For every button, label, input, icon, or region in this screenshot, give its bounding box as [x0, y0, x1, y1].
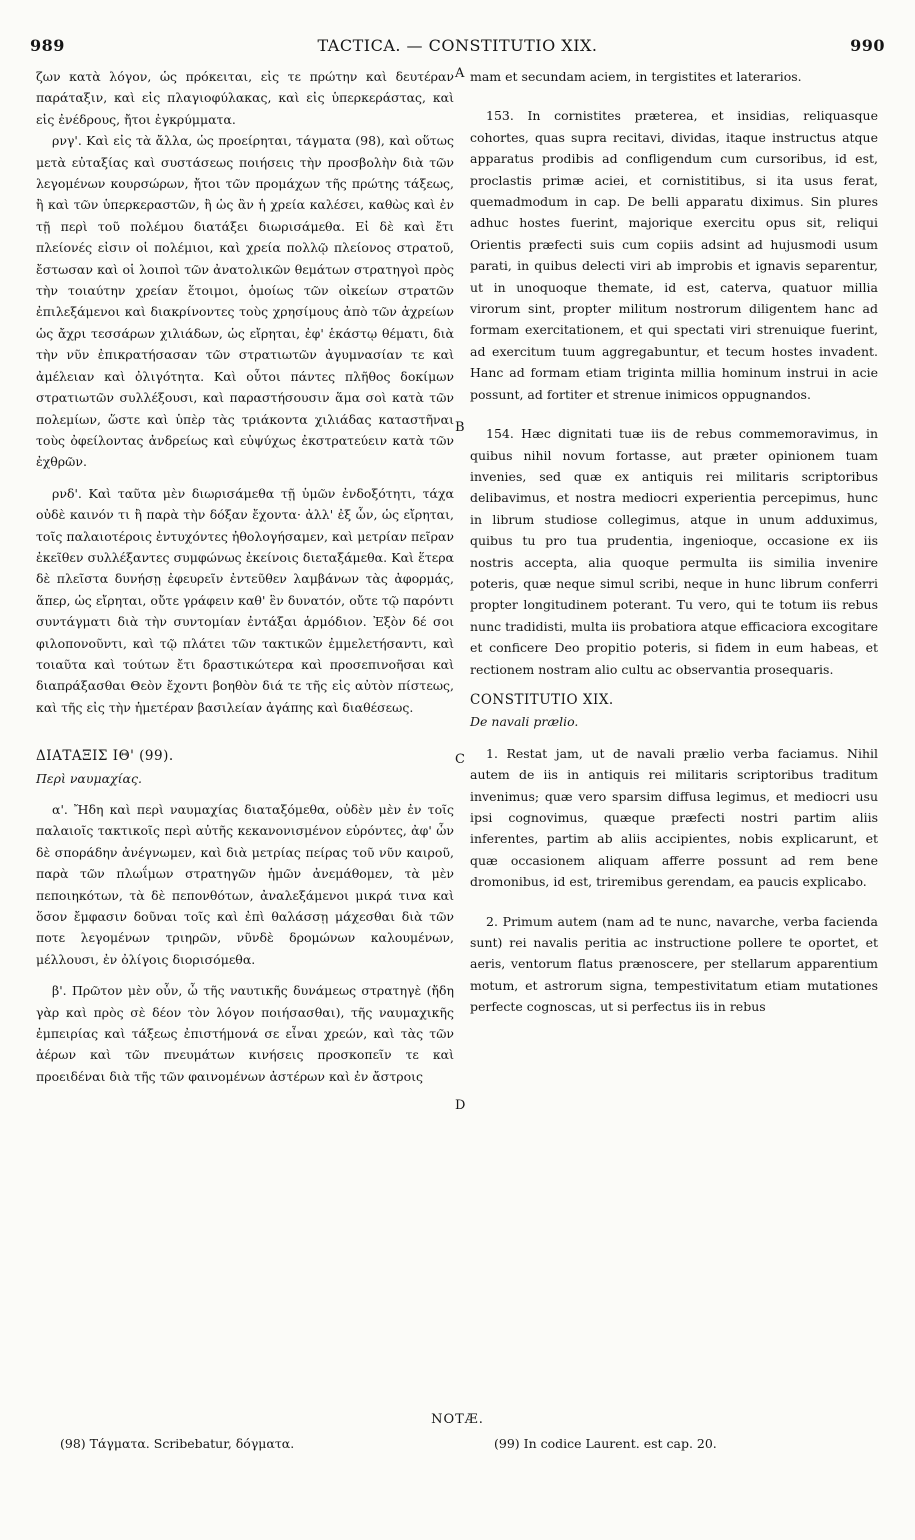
margin-letter-a: A — [455, 66, 465, 81]
margin-letter-d: D — [455, 1098, 466, 1113]
greek-section-subheading: Περὶ ναυμαχίας. — [36, 770, 142, 786]
footnote-98: (98) Τάγματα. Scribebatur, δόγματα. — [60, 1436, 295, 1451]
margin-letter-c: C — [455, 752, 465, 767]
margin-letter-b: B — [455, 420, 465, 435]
running-header — [30, 36, 885, 62]
greek-column — [36, 66, 454, 1087]
latin-section-heading: CONSTITUTIO XIX. — [470, 691, 614, 708]
greek-section-heading: ΔΙΑΤΑΞΙΣ ΙΘ' (99). — [36, 748, 174, 765]
greek-paragraph-153: ρνγ'. Καὶ εἰς τὰ ἄλλα, ὡς προείρηται, τάγματα (98), καὶ οὕτως μετὰ εὐταξίας καὶ συστάσεως ποιήσεις τὴν προσβολὴν διὰ τῶν λεγομένων κουρσώρων, ἤτοι τῶν προμάχων τῆς πρώτης τάξεως, ἢ καὶ τῶν ὑπερκεραστῶν, ἢ ὡς ἂν ἡ χρεία καλέσει, καθὼς καὶ ἐν τῇ περὶ τοῦ πολέμου διατάξει διωρισάμεθα. Εἰ δὲ καὶ ἔτι πλείονές εἰσιν οἱ πολέμιοι, καὶ χρεία πολλῷ πλείονος στρατοῦ, ἔστωσαν καὶ οἱ λοιποὶ τῶν ἀνατολικῶν θεμάτων στρατηγοὶ πρὸς τὴν τοιαύτην χρείαν ἕτοιμοι, ὁμοίως τῶν οἰκείων στρατῶν ἐπιλεξάμενοι καὶ διακρίνοντες τοὺς χρησίμους ἀπὸ τῶν ἀχρείων ὡς ἄχρι τεσσάρων χιλιάδων, ὡς εἴρηται, ἐφ' ἑκάστῳ θέματι, διὰ τὴν νῦν ἐπικρατήσασαν τῶν στρατιωτῶν ἀγυμνασίαν τε καὶ ἀμέλειαν καὶ ὀλιγότητα. Καὶ οὗτοι πάντες πλῆθος δοκίμων στρατιωτῶν συλλέξουσι, καὶ παραστήσουσιν ἅμα σοὶ κατὰ τῶν πολεμίων, ὥστε καὶ ὑπὲρ τὰς τριάκοντα χιλιάδας καταστῆναι τοὺς ὀφείλοντας ἀνδρείως καὶ εὐψύχως ἐκστρατεύειν κατὰ τῶν ἐχθρῶν. — [36, 133, 454, 470]
page-number-left: 989 — [30, 36, 65, 55]
latin-paragraph-1: 1. Restat jam, ut de navali prælio verba faciamus. Nihil autem de iis in antiquis rei militaris scriptoribus traditum invenimus; quæ vero sparsim diffusa legimus, et mediocri usu ipsi cognovimus, quæque præfecti nostri partim aliis inferentes, partim ab aliis accipientes, nobis explicarunt, et quæ occasionem aliquam afferre possunt ad rem bene dromonibus, id est, triremibus gerendam, ea paucis explicabo. — [470, 745, 878, 890]
notes-heading: NOTÆ. — [431, 1412, 484, 1427]
greek-paragraph-2: β'. Πρῶτον μὲν οὖν, ὦ τῆς ναυτικῆς δυνάμεως στρατηγὲ (ἤδη γὰρ καὶ πρὸς σὲ δέον τὸν λόγον ποιήσασθαι), τῆς ναυμαχικῆς ἐμπειρίας καὶ τάξεως ἐπιστήμονά σε εἶναι χρεών, καὶ τὰς τῶν ἀέρων καὶ τῶν πνευμάτων κινήσεις προσκοπεῖν τε καὶ προειδέναι διὰ τῆς τῶν φαινομένων ἀστέρων καὶ ἐν ἄστροις — [36, 983, 454, 1084]
page-number-right: 990 — [850, 36, 885, 55]
greek-paragraph-1: α'. Ἤδη καὶ περὶ ναυμαχίας διαταξόμεθα, οὐδὲν μὲν ἐν τοῖς παλαιοῖς τακτικοῖς περὶ αὐτῆς κεκανονισμένον εὑρόντες, ἀφ' ὧν δὲ σποράδην ἀνέγνωμεν, καὶ διὰ μετρίας πείρας τοῦ νῦν καιροῦ, παρὰ τῶν πλωΐμων στρατηγῶν ἡμῶν ἀνεμάθομεν, τὰ μὲν πεποιηκότων, τὰ δὲ πεπονθότων, ἀναλεξάμενοι μικρά τινα καὶ ὅσον ἔμφασιν δοῦναι τοῖς καὶ ἐπὶ θαλάσσῃ μάχεσθαι διὰ τῶν ποτε λεγομένων τριηρῶν, νῦνδὲ δρομώνων καλουμένων, μέλλουσι, ἐν ὀλίγοις διορισόμεθα. — [36, 802, 454, 967]
latin-paragraph-154: 154. Hæc dignitati tuæ iis de rebus commemoravimus, in quibus nihil novum fortasse, aut præter opinionem tuam invenies, sed quæ ex antiquis rei militaris scriptoribus delibavimus, et nostra mediocri experientia percepimus, hunc in librum studiose collegimus, atque in unum adduximus, quibus tu pro tua prudentia, ingenioque, occasione ex iis nostris accepta, alia quoque permulta iis similia invenire poteris, quæ neque simul scribi, neque in hunc librum conferri propter longitudinem poterant. Tu vero, qui te totum iis rebus nunc tradidisti, multa iis probatiora atque efficaciora excogitare et conficere Deo propitio poteris, si fidem in eum habeas, et rectionem nostram alio cultu ac observantia prosequaris. — [470, 426, 878, 677]
greek-paragraph-continued: ζων κατὰ λόγον, ὡς πρόκειται, εἰς τε πρώτην καὶ δευτέραν παράταξιν, καὶ εἰς πλαγιοφύλακας, καὶ εἰς ὑπερκεράστας, καὶ εἰς ἐνέδρους, ἤτοι ἐγκρύμματα. — [36, 69, 454, 127]
footnote-99: (99) In codice Laurent. est cap. 20. — [494, 1436, 717, 1451]
latin-paragraph-2: 2. Primum autem (nam ad te nunc, navarche, verba facienda sunt) rei navalis peritia ac instructione pollere te oportet, et aeris, ventorum flatus prænoscere, per stellarum apparentium motum, et astrorum signa, tempestivitatum etiam mutationes perfecte cognoscas, ut si perfectus iis in rebus — [470, 913, 878, 1015]
latin-paragraph-153: 153. In cornistites præterea, et insidias, reliquasque cohortes, quas supra recitavi, dividas, itaque instructus atque apparatus prodibis ad confligendum cum cursoribus, id est, proclastis primæ aciei, et cornistitibus, si ita usus ferat, quemadmodum in cap. De belli apparatu diximus. Sin plures adhuc hostes fuerint, majorique exercitu opus sit, reliqui Orientis præfecti suis cum copiis adsint ad hujusmodi usum parati, in quibus delecti viri ab improbis et ignavis separentur, ut in unoquoque themate, id est, caterva, quatuor millia virorum sint, propter militum nostrorum diligentem hanc ad formam exercitationem, et qui spectati viri strenuique fuerint, ad exercitum tuum aggregabuntur, et tecum hostes invadent. Hanc ad formam etiam triginta millia hominum instrui in acie possunt, ad fortiter et strenue inimicos oppugnandos. — [470, 108, 878, 402]
greek-paragraph-154: ρνδ'. Καὶ ταῦτα μὲν διωρισάμεθα τῇ ὑμῶν ἐνδοξότητι, τάχα οὐδὲ καινόν τι ἢ παρὰ τὴν δόξαν ἔχοντα· ἀλλ' ἐξ ὧν, ὡς εἴρηται, τοῖς παλαιοτέροις ἐντυχόντες ἠθολογήσαμεν, καὶ μετρίαν πεῖραν ἐκεῖθεν συλλέξαντες συμφώνως ἐκείνοις διεταξάμεθα. Καὶ ἕτερα δὲ πλεῖστα δυνήσῃ ἐφευρεῖν ἐντεῦθεν λαμβάνων τὰς ἀφορμάς, ἅπερ, ὡς εἴρηται, οὔτε γράφειν καθ' ἓν δυνατόν, οὔτε τῷ παρόντι συντάγματι διὰ τὴν συντομίαν ἐντάξαι ἁρμόδιον. Ἐξὸν δέ σοι φιλοπονοῦντι, καὶ τῷ πλάτει τῶν τακτικῶν ἐμμελετήσαντι, καὶ τοιαῦτα καὶ τούτων ἔτι δραστικώτερα καὶ προσεπινοῆσαι καὶ διαπράξασθαι Θεὸν ἔχοντι βοηθὸν διά τε τῆς εἰς αὐτὸν πίστεως, καὶ τῆς εἰς τὴν ἡμετέραν βασιλείαν ἀγάπης καὶ διαθέσεως. — [36, 485, 454, 715]
latin-paragraph-continued: mam et secundam aciem, in tergistites et laterarios. — [470, 69, 802, 84]
latin-column — [470, 66, 878, 1018]
running-title: TACTICA. — CONSTITUTIO XIX. — [317, 36, 598, 55]
latin-section-subheading: De navali prælio. — [470, 714, 579, 730]
